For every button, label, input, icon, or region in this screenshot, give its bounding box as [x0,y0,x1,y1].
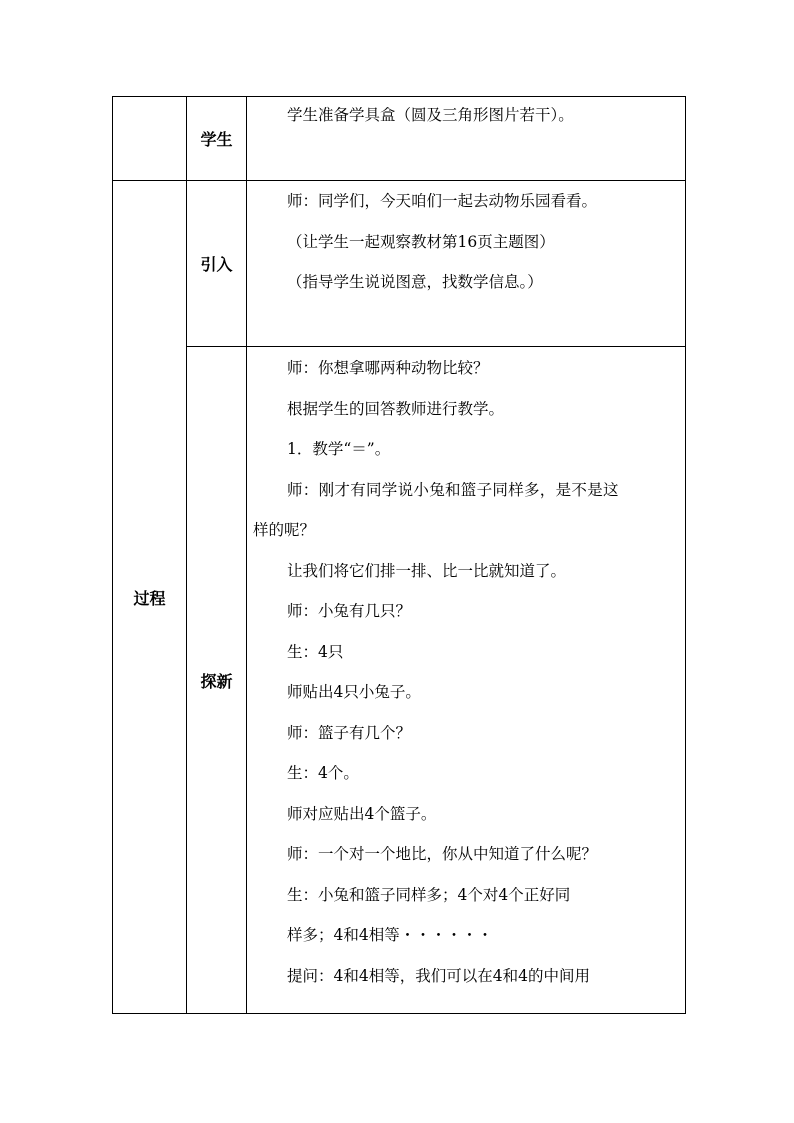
explore-line: 师对应贴出4个篮子。 [287,804,437,823]
explore-line: 让我们将它们排一排、比一比就知道了。 [287,561,567,580]
intro-label: 引入 [187,181,247,347]
empty-cell [113,97,187,181]
explore-label: 探新 [187,347,247,1014]
explore-line: 1．教学“＝”。 [287,440,391,458]
intro-line: 师：同学们，今天咱们一起去动物乐园看看。 [287,192,598,210]
process-label: 过程 [113,181,187,1014]
explore-line: 生：小兔和篮子同样多；4个对4个正好同 [287,885,571,904]
materials-content [247,97,686,181]
explore-content [247,347,686,1014]
explore-row [113,347,686,1014]
lesson-plan-table [112,96,686,1014]
intro-content [247,181,686,347]
explore-line: 样多；4和4相等・・・・・・ [287,926,493,944]
intro-line: （让学生一起观察教材第16页主题图） [287,232,555,251]
explore-line: 师：小兔有几只？ [287,602,412,620]
explore-line: 样的呢？ [253,521,316,539]
materials-line: 学生准备学具盒（圆及三角形图片若干）。 [287,106,574,124]
explore-line: 师：一个对一个地比，你从中知道了什么呢？ [287,845,598,863]
explore-line: 师：你想拿哪两种动物比较？ [287,359,489,377]
explore-line: 生：4只 [287,642,344,661]
explore-line: 师贴出4只小兔子。 [287,683,421,701]
materials-row [113,97,686,181]
explore-line: 师：篮子有几个？ [287,723,412,742]
explore-line: 生：4个。 [287,764,359,782]
explore-line: 师：刚才有同学说小兔和篮子同样多，是不是这 [287,480,619,499]
explore-line: 提问：4和4相等，我们可以在4和4的中间用 [287,966,590,985]
intro-line: （指导学生说说图意，找数学信息。） [287,273,543,291]
explore-line: 根据学生的回答教师进行教学。 [287,399,505,418]
materials-label: 学生 [187,97,247,181]
intro-row [113,181,686,347]
